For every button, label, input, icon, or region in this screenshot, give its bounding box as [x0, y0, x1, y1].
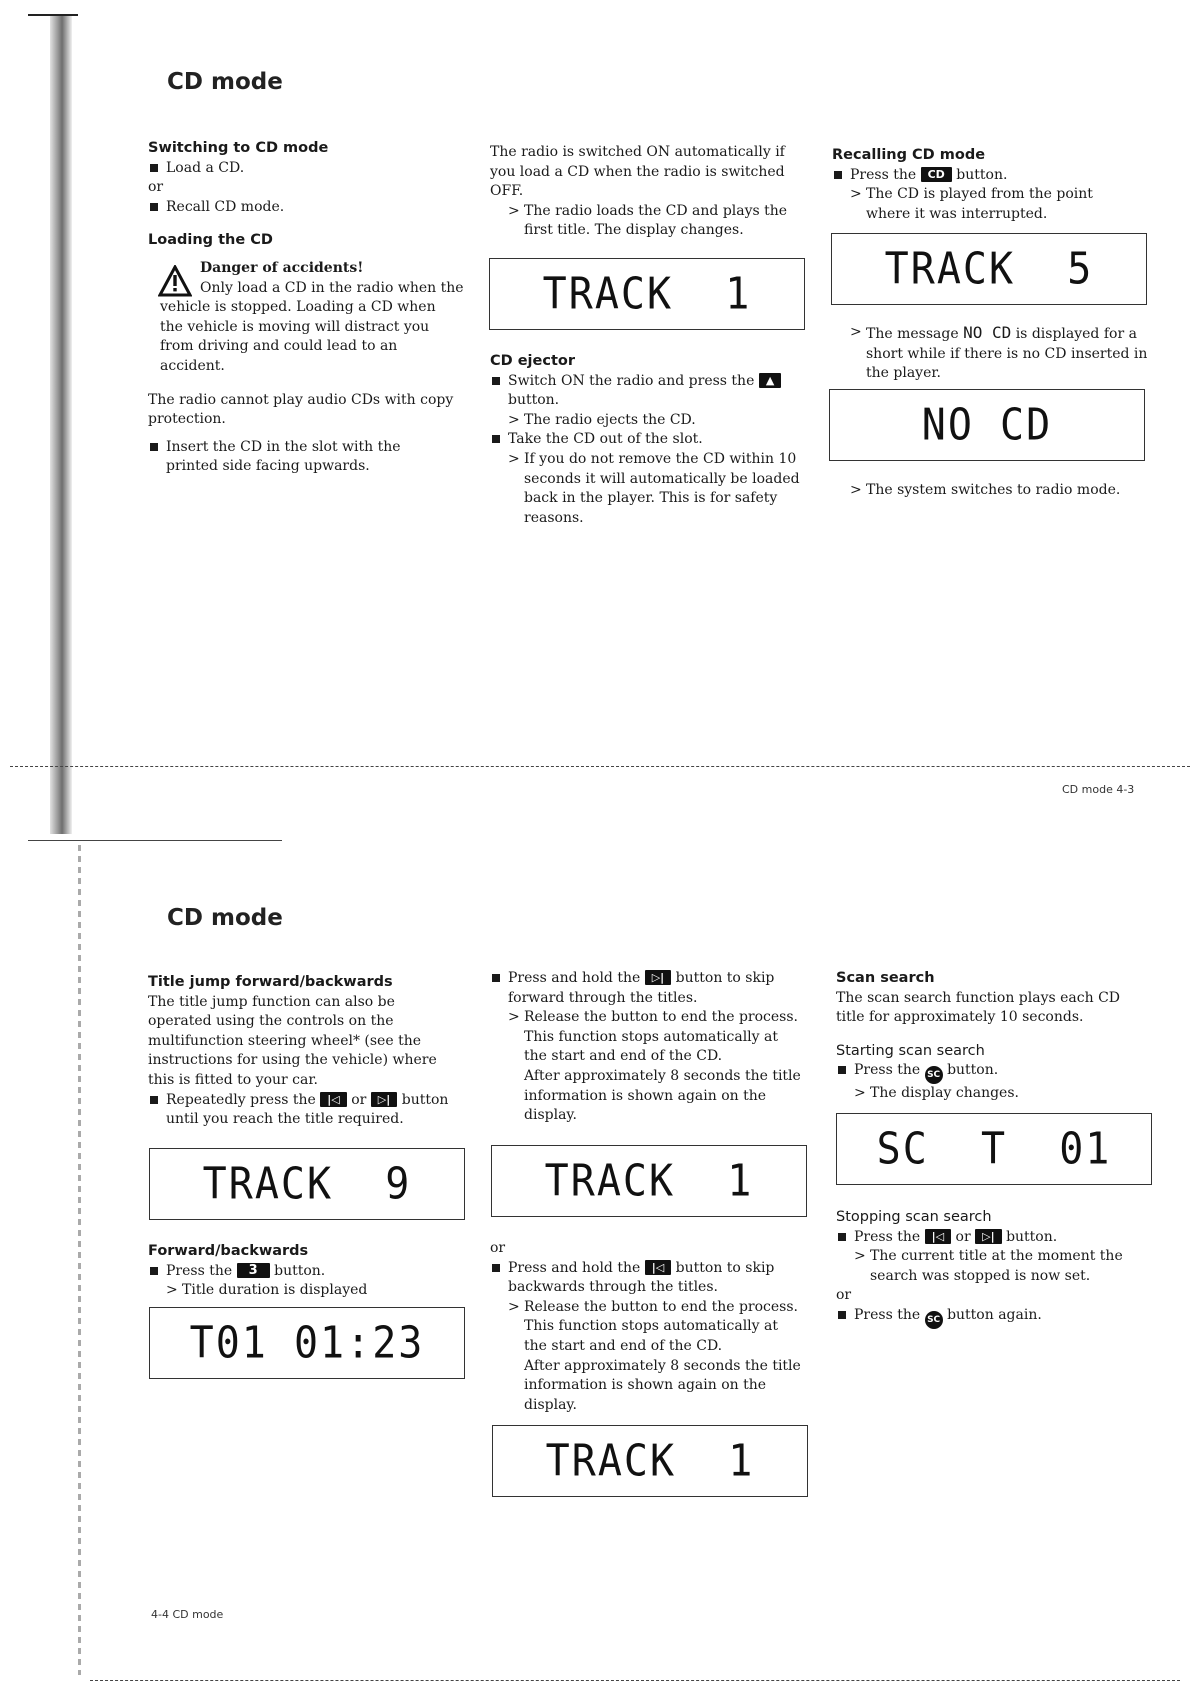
after-text-2: After approximately 8 seconds the title information is shown again on the display. — [524, 1357, 801, 1413]
bullet-press-3: Press the 3 button. — [148, 1262, 468, 1282]
top-column-3-mid — [832, 323, 1152, 384]
or-text: or — [490, 1240, 506, 1256]
lcd-display: TRACK 1 — [491, 1145, 807, 1217]
lcd-display: NO CD — [829, 389, 1145, 461]
heading-title-jump: Title jump forward/backwards — [148, 974, 393, 990]
lcd-display: TRACK 5 — [831, 233, 1147, 305]
result-loads-plays: > The radio loads the CD and plays the first title. The display changes. — [490, 202, 814, 241]
page-footer-bottom: 4-4 CD mode — [151, 1608, 224, 1621]
next-track-key-icon: ▷| — [371, 1092, 397, 1107]
stops-text-1: This function stops automatically at the start and end of the CD. — [524, 1028, 778, 1065]
danger-warning — [148, 259, 468, 377]
after-text-1: After approximately 8 seconds the title information is shown again on the display. — [524, 1067, 801, 1124]
bottom-column-1-lower — [148, 1242, 468, 1301]
page-title-top: CD mode — [167, 69, 283, 95]
heading-cd-ejector: CD ejector — [490, 353, 576, 369]
scan-text: The scan search function plays each CD title for approximately 10 seconds. — [836, 989, 1121, 1026]
sc-button-icon: SC — [925, 1311, 943, 1329]
heading-scan-search: Scan search — [836, 970, 935, 986]
bottom-column-3-lower — [836, 1208, 1156, 1329]
previous-track-key-icon: |◁ — [645, 1260, 671, 1275]
top-column-1 — [148, 139, 468, 477]
bullet-hold-forward: Press and hold the ▷| button to skip forward through the titles. — [490, 969, 808, 1008]
or-text: or — [148, 179, 164, 196]
cd-key-icon: CD — [921, 167, 952, 182]
bullet-insert: Insert the CD in the slot with the printed side facing upwards. — [148, 438, 426, 477]
top-column-2 — [490, 143, 810, 241]
eject-key-icon: ▲ — [759, 373, 781, 388]
bottom-edge-line — [90, 1680, 1180, 1681]
heading-recalling: Recalling CD mode — [832, 147, 986, 163]
bullet-load-cd: Load a CD. — [148, 159, 468, 179]
lcd-display: TRACK 1 — [489, 258, 805, 330]
result-current-title: > The current title at the moment the search was stopped is now set. — [836, 1247, 1150, 1286]
result-reload: > If you do not remove the CD within 10 seconds it will automatically be loaded back in the player. This is for safety reasons. — [490, 450, 814, 528]
danger-text-2: vehicle is stopped. Loading a CD when the vehicle is moving will distract you from driving and could lead to an accident. — [160, 299, 436, 374]
danger-text-1: Only load a CD in the radio when the — [200, 279, 464, 296]
bullet-press-cd: Press the CD button. — [832, 166, 1152, 186]
next-track-key-icon: ▷| — [645, 970, 671, 985]
heading-forward-backwards: Forward/backwards — [148, 1243, 309, 1259]
bottom-column-2 — [490, 969, 810, 1126]
sc-button-icon: SC — [925, 1066, 943, 1084]
heading-switching: Switching to CD mode — [148, 140, 329, 156]
next-track-key-icon: ▷| — [975, 1229, 1001, 1244]
or-text: or — [836, 1287, 852, 1304]
result-switches-radio: > The system switches to radio mode. — [832, 481, 1152, 501]
page-divider-line — [10, 766, 1190, 767]
bullet-press-prev-next: Press the |◁ or ▷| button. — [836, 1228, 1156, 1248]
bullet-take-out: Take the CD out of the slot. — [490, 430, 810, 450]
bottom-column-3 — [836, 969, 1156, 1104]
top-column-2-lower — [490, 352, 810, 528]
bottom-column-1 — [148, 973, 468, 1130]
bullet-press-sc-again: Press the SC button again. — [836, 1306, 1156, 1329]
bullet-press-sc: Press the SC button. — [836, 1061, 1156, 1084]
auto-on-text: The radio is switched ON automatically if you load a CD when the radio is switched OFF. — [490, 144, 785, 200]
previous-track-key-icon: |◁ — [925, 1229, 951, 1244]
heading-stopping-scan: Stopping scan search — [836, 1209, 992, 1225]
scanned-binding-edge — [50, 14, 72, 834]
scanned-binding-edge-lower — [78, 845, 81, 1675]
result-no-cd-message: > The message NO CD is displayed for a short while if there is no CD inserted in the player. — [832, 323, 1156, 384]
bullet-recall: Recall CD mode. — [148, 198, 468, 218]
result-release-1: > Release the button to end the process. — [490, 1008, 810, 1028]
lcd-display: TRACK 1 — [492, 1425, 808, 1497]
top-column-3-lower — [832, 481, 1152, 501]
lcd-display: TRACK 9 — [149, 1148, 465, 1220]
stops-text-2: This function stops automatically at the start and end of the CD. — [524, 1318, 778, 1354]
heading-loading: Loading the CD — [148, 232, 273, 249]
page-footer-top: CD mode 4-3 — [1062, 783, 1135, 796]
page-title-bottom: CD mode — [167, 905, 283, 931]
key-3-icon: 3 — [237, 1263, 270, 1278]
lcd-display: SC T 01 — [836, 1113, 1152, 1185]
heading-starting-scan: Starting scan search — [836, 1042, 985, 1059]
bullet-switch-on: Switch ON the radio and press the ▲ button. — [490, 372, 810, 411]
result-duration: > Title duration is displayed — [148, 1281, 468, 1301]
result-display-changes: > The display changes. — [836, 1084, 1156, 1104]
danger-title: Danger of accidents! — [200, 259, 364, 276]
top-column-3 — [832, 146, 1152, 224]
crop-mark-top — [28, 14, 78, 16]
result-played-from: > The CD is played from the point where it was interrupted. — [832, 185, 1136, 224]
bullet-hold-backward: Press and hold the |◁ button to skip backwards through the titles. — [490, 1259, 808, 1298]
lcd-display: T01 01:23 — [149, 1307, 465, 1379]
warning-triangle-icon — [158, 265, 192, 297]
result-release-2: > Release the button to end the process. — [490, 1298, 810, 1318]
bullet-repeatedly-press: Repeatedly press the |◁ or ▷| button until you reach the title required. — [148, 1091, 466, 1130]
copy-protection-note: The radio cannot play audio CDs with copy protection. — [148, 391, 454, 428]
crop-mark-lower — [28, 840, 282, 841]
bottom-column-2-lower — [490, 1239, 810, 1415]
jump-text: The title jump function can also be operated using the controls on the multifunction steering wheel* (see the instructions for using the vehicle) where this is fitted to your car. — [148, 993, 437, 1088]
result-ejects: > The radio ejects the CD. — [490, 411, 810, 431]
previous-track-key-icon: |◁ — [320, 1092, 346, 1107]
